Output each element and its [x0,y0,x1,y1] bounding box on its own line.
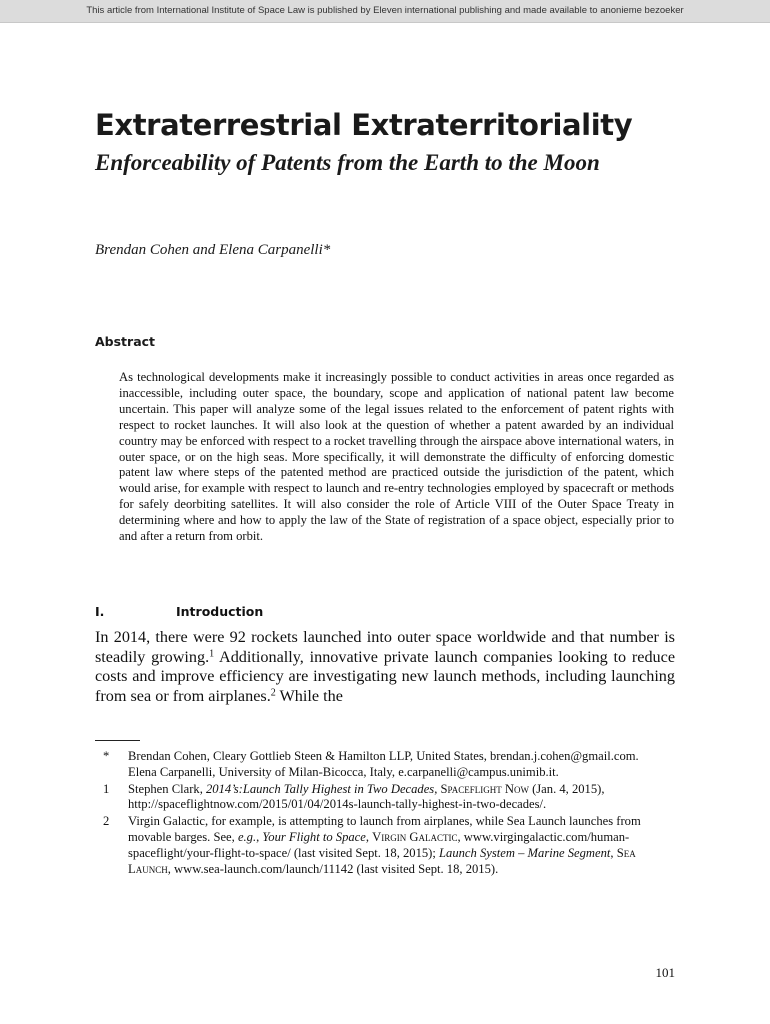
footnote-italic-title: Launch System – Marine Segment [439,845,611,860]
footnote-text-part: (Jan. 4, 2015), http://spaceflightnow.com/2015/01/04/2014s-launch-tally-highest-in-two-decades/. [128,781,605,812]
footnote-mark: 2 [103,814,110,829]
introduction-paragraph [95,628,675,706]
article-title: Extraterrestrial Extraterritoriality [95,108,633,142]
footnote-publication: Spaceflight Now [440,781,529,796]
footnotes [95,749,675,878]
footnote-italic-title: 2014’s:Launch Tally Highest in Two Decades [206,781,435,796]
footnote-text-part: , [256,829,263,844]
footnote-text-part: Stephen Clark, [128,781,206,796]
footnote-author [95,749,675,781]
footnote-text-part: , [610,845,617,860]
footnote-text-part: , www.sea-launch.com/launch/11142 (last visited Sept. 18, 2015). [167,861,499,876]
abstract-heading: Abstract [95,334,156,349]
article-subtitle: Enforceability of Patents from the Earth to the Moon [95,150,600,175]
footnote-reference[interactable]: 2 [270,687,276,699]
article-authors: Brendan Cohen and Elena Carpanelli* [95,242,331,258]
footnote-text-part: , [365,829,373,844]
footnote-text [128,782,668,814]
page-number: 101 [655,965,675,980]
body-text-part: While the [275,686,343,705]
body-text-part: Additionally, innovative private launch companies looking to reduce costs and improve efficiency are investigating new launch methods, including launching from sea or from airplanes. [95,647,676,705]
footnote-reference[interactable]: 1 [209,648,215,660]
footnote-mark: 1 [103,781,110,796]
footnote-divider [95,740,140,741]
footnote-italic-title: Your Flight to Space [262,829,366,844]
footnote-text [128,814,668,877]
footnote-text-part: Virgin Galactic, for example, is attempting to launch from airplanes, while Sea Launch launches from movable barges. See, [128,814,641,844]
footnote-2 [95,814,675,877]
footnote-text-part: , [434,781,441,796]
section-title: Introduction [176,604,264,619]
footnote-text: Brendan Cohen, Cleary Gottlieb Steen & Hamilton LLP, United States, brendan.j.cohen@gmail.com. Elena Carpanelli, University of Milan-Bicocca, Italy, e.carpanelli@campus.unimib.it. [128,749,639,779]
footnote-mark: * [103,749,110,763]
footnote-italic: e.g. [237,829,257,844]
publisher-banner: This article from International Institute of Space Law is published by Eleven international publishing and made available to anonieme bezoeker [0,0,770,23]
body-text-part: In 2014, there were 92 rockets launched into outer space worldwide and that number is steadily growing. [95,628,675,666]
footnote-text-part: , www.virgingalactic.com/human-spaceflight/your-flight-to-space/ (last visited Sept. 18, 2015); [128,829,630,860]
abstract-text: As technological developments make it increasingly possible to conduct activities in areas once regarded as inaccessible, including outer space, the boundary, scope and application of national patent law become uncertain. This paper will analyze some of the legal issues related to the enforcement of patent rights with respect to rocket launches. It will also look at the question of whether a patent awarded by an individual country may be enforced with respect to a rocket travelling through the airspace above international waters, in outer space, or on the high seas. More specifically, it will demonstrate the difficulty of enforcing domestic patent law where steps of the patented method are practiced outside the jurisdiction of the patent, which would arise, for example with respect to launch and re-entry technologies employed by spacecraft or methods for safely deorbiting satellites. It will also consider the role of Article VIII of the Outer Space Treaty in determining where and how to apply the law of the State of registration of a space object, especially prior to and after a return from orbit. [119,370,674,544]
section-number: I. [95,604,105,619]
footnote-publication: Virgin Galactic [372,829,458,844]
footnote-1 [95,782,675,814]
footnote-publication: Sea Launch [128,845,636,876]
